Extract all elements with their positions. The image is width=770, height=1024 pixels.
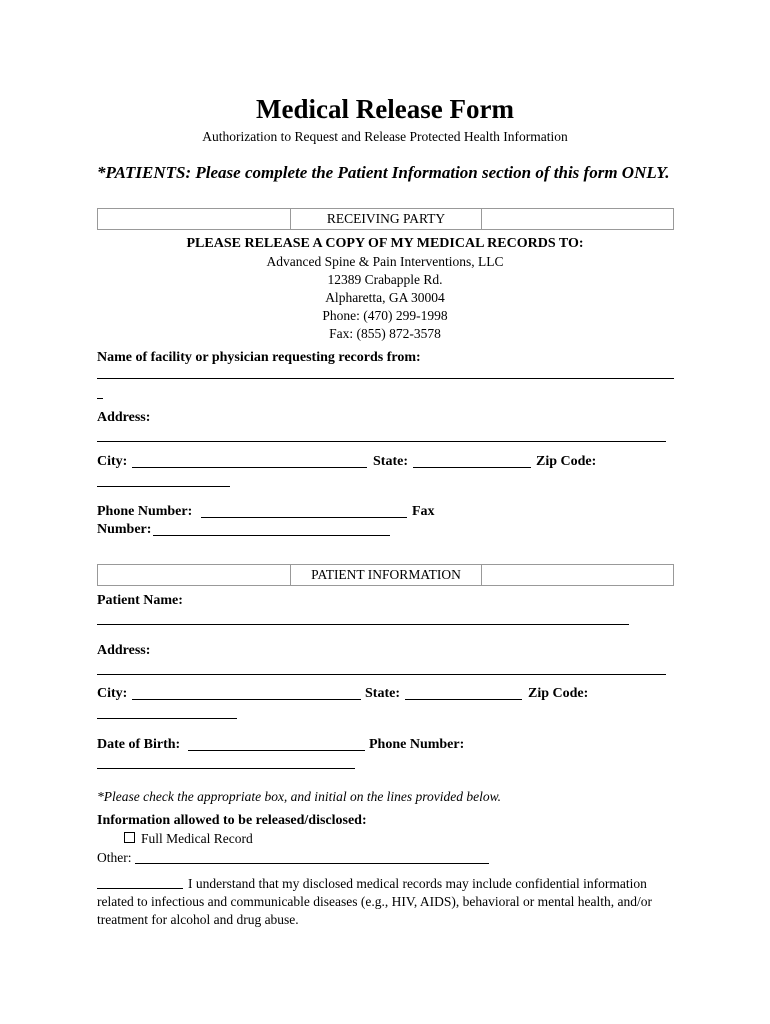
receiving-fax: Fax: (855) 872-3578	[329, 326, 441, 341]
page-subtitle: Authorization to Request and Release Protected Health Information	[202, 129, 568, 144]
facility-label: Name of facility or physician requesting records from:	[97, 350, 421, 365]
requester-phone-input-line[interactable]	[201, 517, 407, 518]
other-input-line[interactable]	[135, 863, 489, 864]
patient-city-label: City:	[97, 686, 128, 701]
facility-input-line[interactable]	[97, 378, 674, 379]
full-record-option[interactable]	[124, 831, 253, 847]
requester-fax-input-line[interactable]	[153, 535, 390, 536]
patient-phone-label: Phone Number:	[369, 737, 465, 752]
patient-state-input-line[interactable]	[405, 699, 522, 700]
requester-city-label: City:	[97, 454, 128, 469]
patient-state-label: State:	[365, 686, 400, 701]
patient-city-input-line[interactable]	[132, 699, 361, 700]
other-label: Other:	[97, 850, 132, 865]
patient-info-header: PATIENT INFORMATION	[291, 565, 482, 585]
patient-zip-label: Zip Code:	[528, 686, 589, 701]
check-instruction: *Please check the appropriate box, and initial on the lines provided below.	[97, 789, 502, 804]
requester-state-input-line[interactable]	[413, 467, 531, 468]
receiving-street: 12389 Crabapple Rd.	[327, 272, 443, 287]
patient-dob-input-line[interactable]	[188, 750, 365, 751]
requester-zip-input-line[interactable]	[97, 486, 230, 487]
receiving-city-state-zip: Alpharetta, GA 30004	[325, 290, 445, 305]
requester-address-label: Address:	[97, 410, 151, 425]
receiving-org-name: Advanced Spine & Pain Interventions, LLC	[266, 254, 504, 269]
requester-fax-label-1: Fax	[412, 504, 435, 519]
requester-fax-label-2: Number:	[97, 522, 152, 537]
requester-zip-label: Zip Code:	[536, 454, 597, 469]
patient-name-input-line[interactable]	[97, 624, 629, 625]
patient-dob-label: Date of Birth:	[97, 737, 181, 752]
patient-info-header-table	[97, 564, 674, 586]
patient-name-label: Patient Name:	[97, 593, 183, 608]
full-record-label: Full Medical Record	[141, 831, 253, 846]
receiving-phone: Phone: (470) 299-1998	[322, 308, 448, 323]
acknowledgement-text: I understand that my disclosed medical records may include confidential information related to infectious and communicable diseases (e.g., HIV, AIDS), behavioral or mental health, and/or treatment for alcohol and drug abuse.	[97, 876, 652, 927]
patient-address-input-line[interactable]	[97, 674, 666, 675]
info-allowed-label: Information allowed to be released/disclosed:	[97, 813, 367, 828]
requester-address-input-line[interactable]	[97, 441, 666, 442]
release-heading: PLEASE RELEASE A COPY OF MY MEDICAL RECORDS TO:	[186, 236, 584, 251]
full-record-checkbox[interactable]	[124, 832, 135, 843]
requester-city-input-line[interactable]	[132, 467, 367, 468]
patient-address-label: Address:	[97, 643, 151, 658]
patient-zip-input-line[interactable]	[97, 718, 237, 719]
patient-phone-input-line[interactable]	[97, 768, 355, 769]
facility-input-line-overflow	[97, 398, 103, 399]
form-page	[97, 0, 677, 1024]
receiving-party-header: RECEIVING PARTY	[291, 209, 482, 229]
requester-state-label: State:	[373, 454, 408, 469]
requester-phone-label: Phone Number:	[97, 504, 193, 519]
page-title: Medical Release Form	[256, 94, 514, 124]
receiving-party-header-table	[97, 208, 674, 230]
patient-instruction: *PATIENTS: Please complete the Patient Information section of this form ONLY.	[97, 163, 670, 182]
